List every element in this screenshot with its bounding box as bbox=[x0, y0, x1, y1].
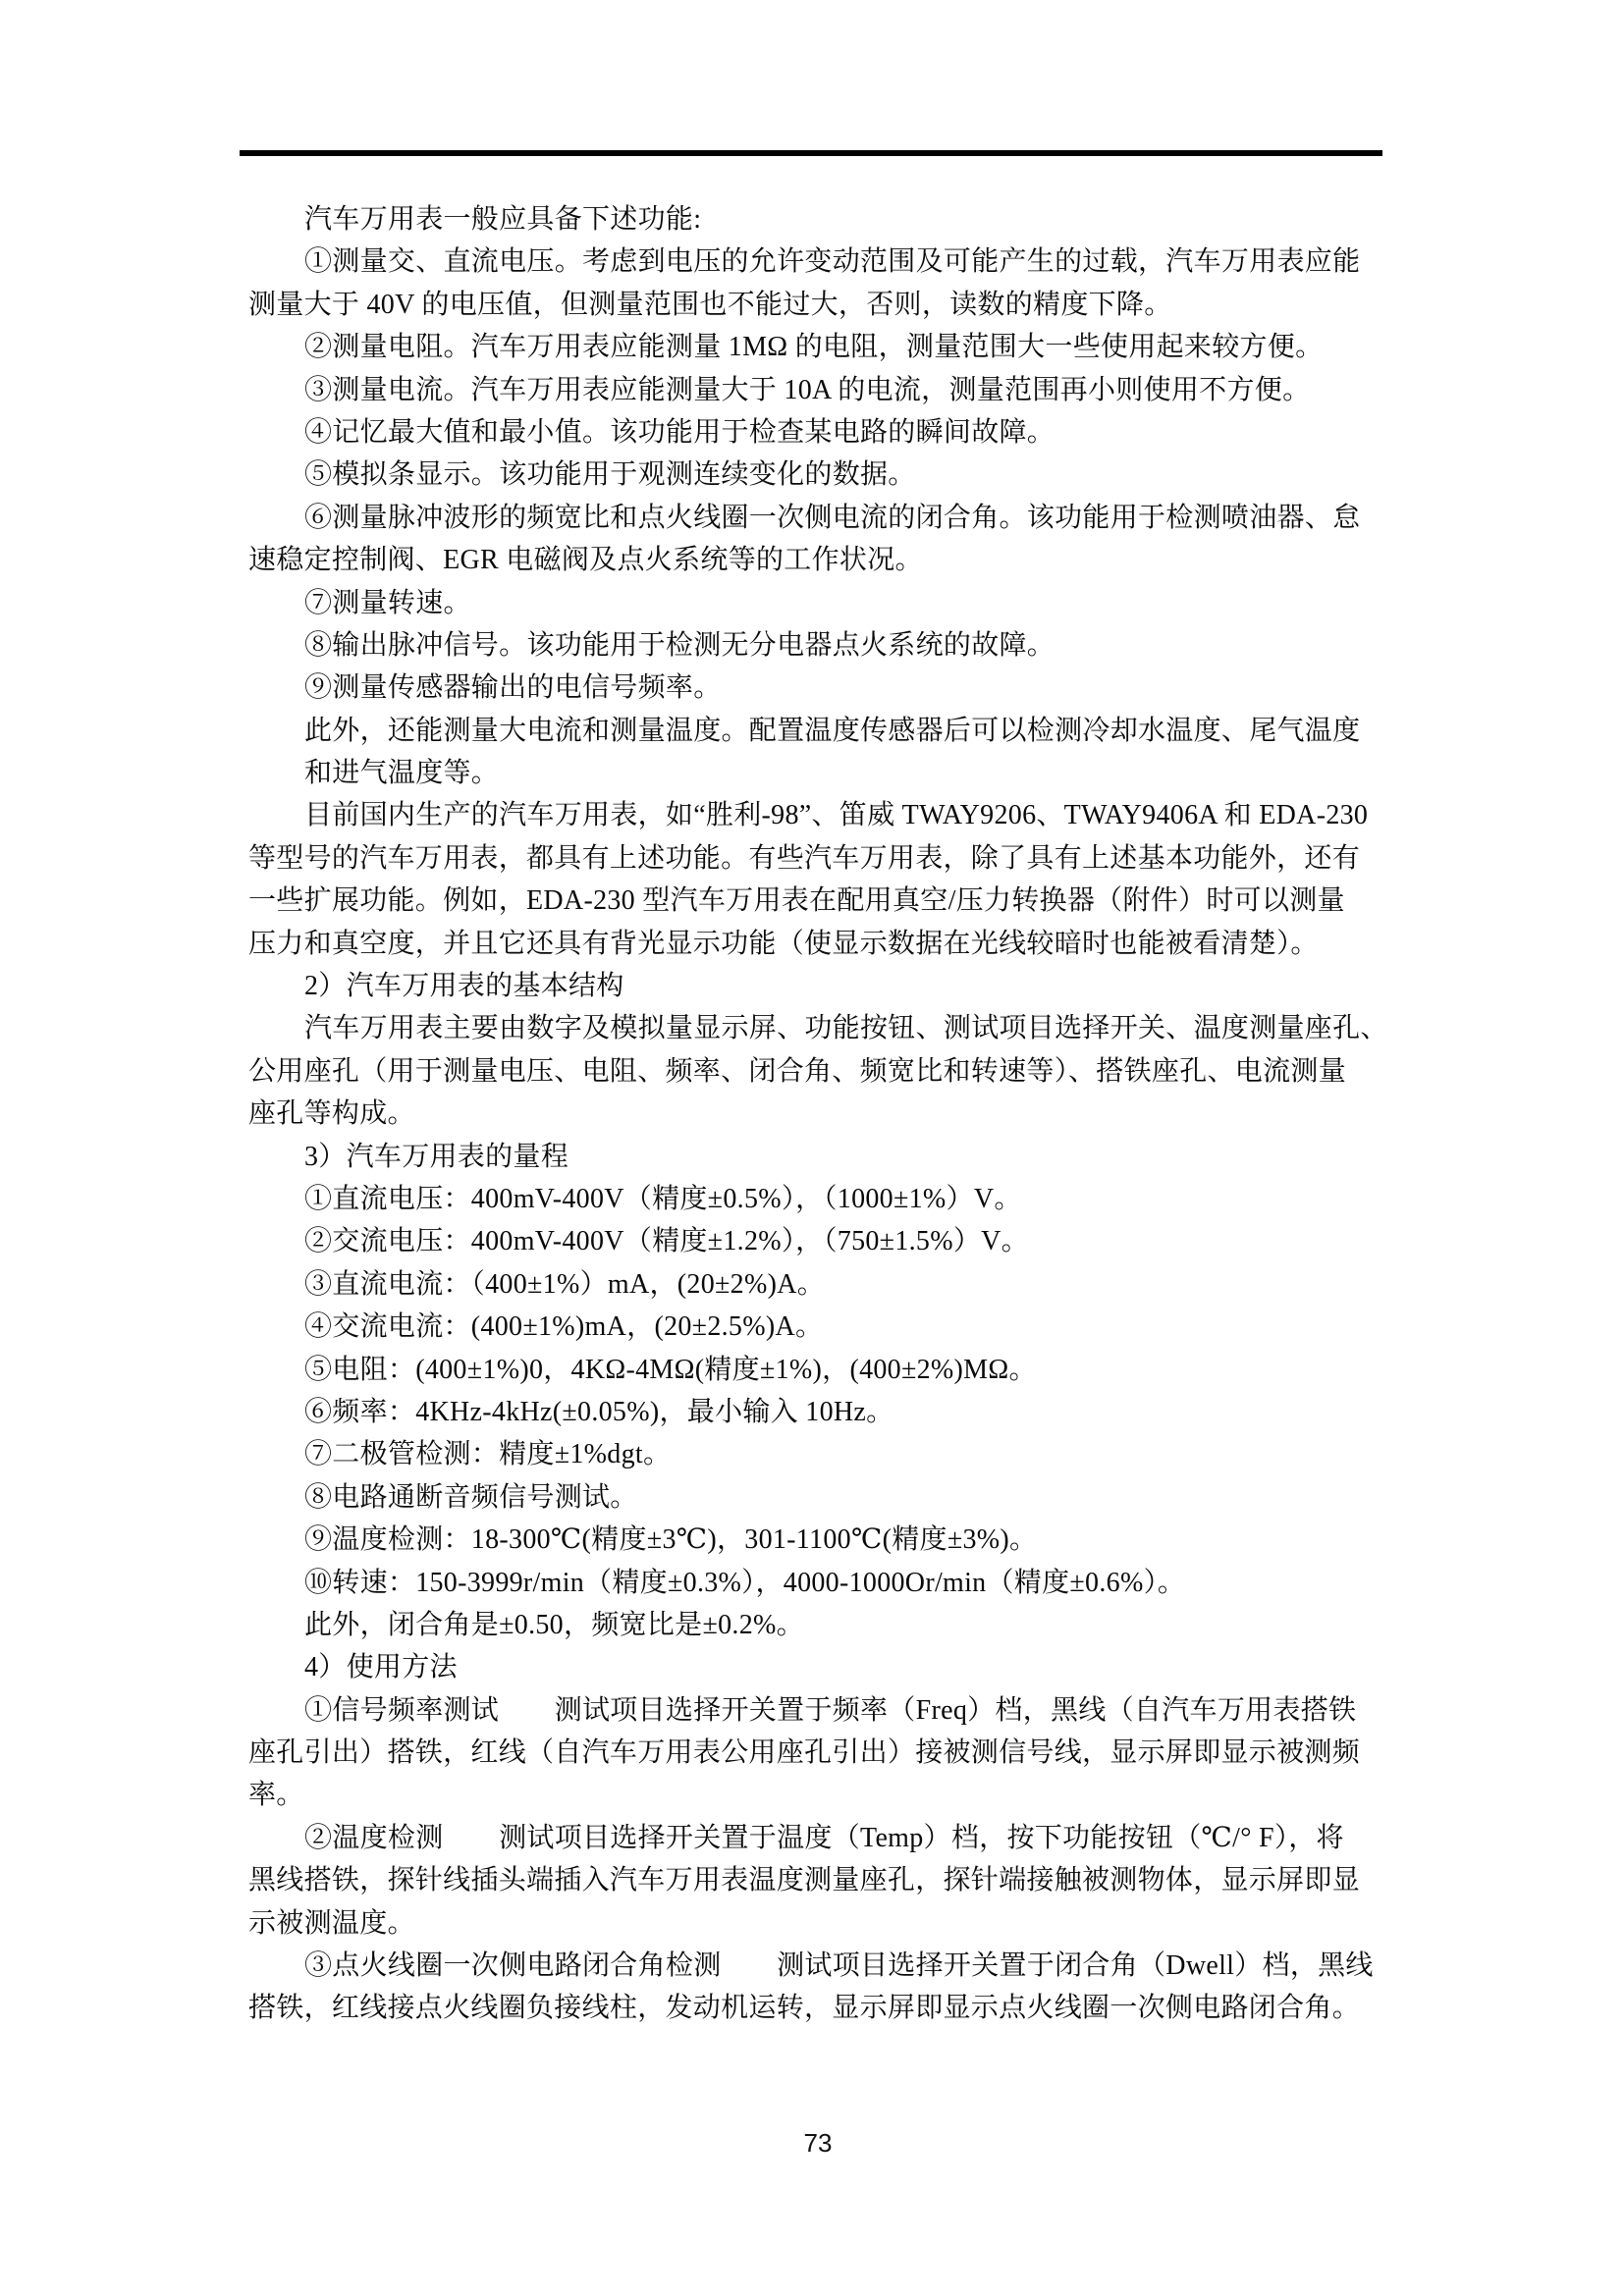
text-line: ⑨测量传感器输出的电信号频率。 bbox=[304, 672, 722, 704]
text-line: ④记忆最大值和最小值。该功能用于检查某电路的瞬间故障。 bbox=[304, 416, 1056, 448]
text-line: 率。 bbox=[248, 1780, 304, 1811]
text-line: ③直流电流：（400±1%）mA，(20±2%)A。 bbox=[304, 1268, 826, 1300]
text-line: 示被测温度。 bbox=[248, 1907, 415, 1939]
text-line: ⑤电阻：(400±1%)0，4KΩ-4MΩ(精度±1%)，(400±2%)MΩ。 bbox=[304, 1354, 1037, 1385]
text-line: 此外，还能测量大电流和测量温度。配置温度传感器后可以检测冷却水温度、尾气温度 bbox=[304, 715, 1361, 746]
header-rule bbox=[240, 150, 1382, 156]
text-line: ⑥测量脉冲波形的频宽比和点火线圈一次侧电流的闭合角。该功能用于检测喷油器、怠 bbox=[304, 502, 1361, 533]
text-line: 一些扩展功能。例如，EDA-230 型汽车万用表在配用真空/压力转换器（附件）时可以测量 bbox=[248, 885, 1345, 917]
text-line: 和进气温度等。 bbox=[304, 758, 500, 789]
text-line: 速稳定控制阀、EGR 电磁阀及点火系统等的工作状况。 bbox=[248, 545, 923, 576]
text-line: ⑥频率：4KHz-4kHz(±0.05%)，最小输入 10Hz。 bbox=[304, 1396, 894, 1427]
text-line: 搭铁，红线接点火线圈负接线柱，发动机运转，显示屏即显示点火线圈一次侧电路闭合角。 bbox=[248, 1993, 1361, 2024]
text-line: ⑧输出脉冲信号。该功能用于检测无分电器点火系统的故障。 bbox=[304, 629, 1056, 661]
text-line: 座孔引出）搭铁，红线（自汽车万用表公用座孔引出）接被测信号线，显示屏即显示被测频 bbox=[248, 1737, 1361, 1769]
text-line: 目前国内生产的汽车万用表，如“胜利-98”、笛威 TWAY9206、TWAY9406A 和 EDA-230 bbox=[304, 800, 1369, 831]
text-line: ⑩转速：150-3999r/min（精度±0.3%），4000-1000Or/min（精度±0.6%）。 bbox=[304, 1567, 1186, 1598]
text-line: ①直流电压：400mV-400V（精度±0.5%），（1000±1%）V。 bbox=[304, 1183, 1022, 1214]
text-line: 汽车万用表主要由数字及模拟量显示屏、功能按钮、测试项目选择开关、温度测量座孔、 bbox=[304, 1013, 1388, 1044]
text-line: ⑨温度检测：18-300℃(精度±3℃)，301-1100℃(精度±3%)。 bbox=[304, 1524, 1038, 1556]
text-line: 压力和真空度，并且它还具有背光显示功能（使显示数据在光线较暗时也能被看清楚）。 bbox=[248, 928, 1319, 959]
page-number: 73 bbox=[803, 2128, 833, 2158]
text-line: ⑦测量转速。 bbox=[304, 587, 471, 618]
text-line: ⑤模拟条显示。该功能用于观测连续变化的数据。 bbox=[304, 459, 916, 491]
text-line: 黑线搭铁，探针线插头端插入汽车万用表温度测量座孔，探针端接触被测物体，显示屏即显 bbox=[248, 1865, 1361, 1896]
text-line: 公用座孔（用于测量电压、电阻、频率、闭合角、频宽比和转速等）、搭铁座孔、电流测量 bbox=[248, 1055, 1347, 1087]
text-line: 汽车万用表一般应具备下述功能: bbox=[304, 204, 702, 235]
text-line: ①测量交、直流电压。考虑到电压的允许变动范围及可能产生的过载，汽车万用表应能 bbox=[304, 246, 1361, 278]
text-line: 座孔等构成。 bbox=[248, 1098, 415, 1130]
text-line: ②温度检测 测试项目选择开关置于温度（Temp）档，按下功能按钮（℃/° F），将 bbox=[304, 1822, 1344, 1853]
text-line: 等型号的汽车万用表，都具有上述功能。有些汽车万用表，除了具有上述基本功能外，还有 bbox=[248, 842, 1361, 874]
body-text bbox=[248, 198, 1387, 2030]
text-line: 4）使用方法 bbox=[304, 1652, 458, 1683]
text-line: ⑧电路通断音频信号测试。 bbox=[304, 1481, 638, 1513]
text-line: ④交流电流：(400±1%)mA，(20±2.5%)A。 bbox=[304, 1311, 824, 1343]
text-line: 测量大于 40V 的电压值，但测量范围也不能过大，否则，读数的精度下降。 bbox=[248, 289, 1172, 320]
text-line: ②测量电阻。汽车万用表应能测量 1MΩ 的电阻，测量范围大一些使用起来较方便。 bbox=[304, 332, 1324, 363]
text-line: 此外，闭合角是±0.50，频宽比是±0.2%。 bbox=[304, 1609, 804, 1640]
text-line: ⑦二极管检测：精度±1%dgt。 bbox=[304, 1439, 672, 1470]
text-line: 3）汽车万用表的量程 bbox=[304, 1141, 569, 1172]
text-line: ②交流电压：400mV-400V（精度±1.2%），（750±1.5%）V。 bbox=[304, 1226, 1029, 1257]
text-line: ①信号频率测试 测试项目选择开关置于频率（Freq）档，黑线（自汽车万用表搭铁 bbox=[304, 1694, 1357, 1726]
text-line: ③点火线圈一次侧电路闭合角检测 测试项目选择开关置于闭合角（Dwell）档，黑线 bbox=[304, 1950, 1374, 1982]
text-line: 2）汽车万用表的基本结构 bbox=[304, 971, 624, 1002]
text-line: ③测量电流。汽车万用表应能测量大于 10A 的电流，测量范围再小则使用不方便。 bbox=[304, 374, 1311, 405]
